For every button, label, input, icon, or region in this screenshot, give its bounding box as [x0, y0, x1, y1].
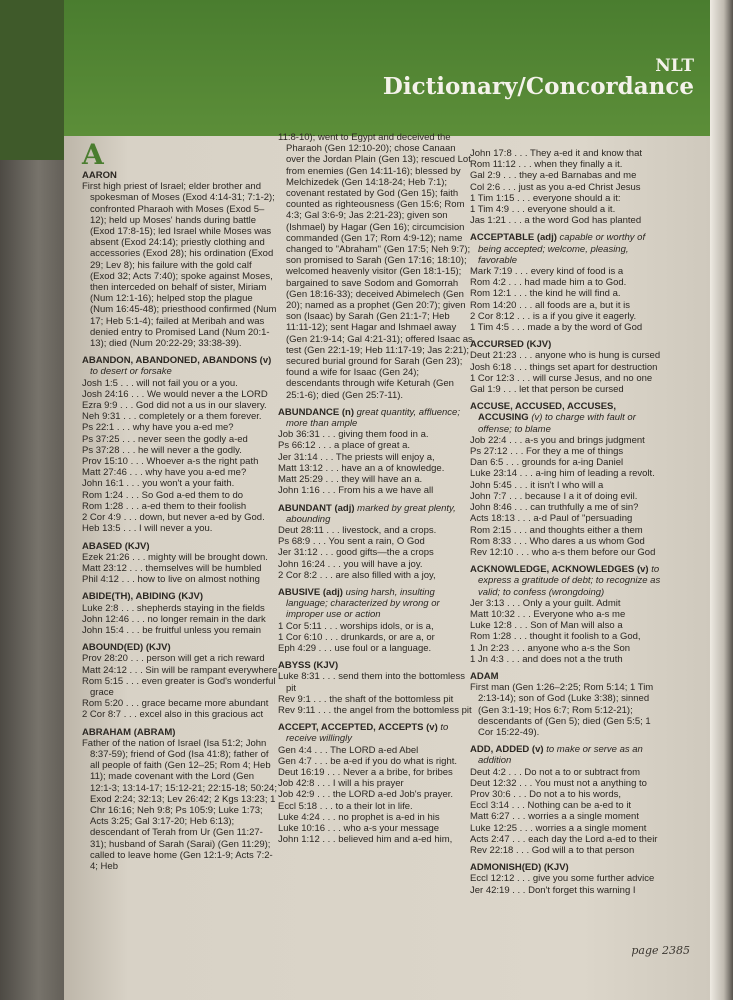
dictionary-entry [278, 722, 474, 845]
entry-heading-line [278, 722, 474, 744]
reference-line: 1 Jn 2:23 . . . anyone who a-s the Son [470, 642, 631, 654]
reference-line: John 1:16 . . . From his a we have all [278, 485, 434, 497]
reference-line: Rev 9:11 . . . the angel from the bottomless pit [278, 704, 472, 716]
reference-line: Luke 2:8 . . . shepherds staying in the fields [82, 602, 265, 614]
reference-line: 1 Cor 12:3 . . . will curse Jesus, and no one [470, 372, 653, 384]
reference-line: Rom 4:2 . . . had made him a to God. [470, 277, 627, 289]
reference-line: John 1:12 . . . believed him and a-ed him, [278, 834, 453, 846]
reference-line: John 16:24 . . . you will have a joy. [278, 558, 423, 570]
dictionary-page [64, 0, 710, 1000]
reference-line: Jer 31:12 . . . good gifts—the a crops [278, 547, 434, 559]
page-title [383, 58, 694, 98]
reference-line: John 16:1 . . . you won't a your faith. [82, 478, 235, 490]
entry-heading-line [470, 232, 666, 266]
reference-line: Neh 9:31 . . . completely or a them forever. [82, 411, 262, 423]
reference-line: Luke 10:16 . . . who a-s your message [278, 822, 440, 834]
entry-heading-line [278, 503, 474, 525]
reference-line: Luke 12:25 . . . worries a a single moment [470, 822, 647, 834]
reference-line: John 8:46 . . . can truthfully a me of sin? [470, 502, 639, 514]
reference-line: Ps 68:9 . . . You sent a rain, O God [278, 536, 425, 548]
reference-line: John 5:45 . . . it isn't I who will a [470, 479, 604, 491]
reference-line: Rom 8:33 . . . Who dares a us whom God [470, 535, 645, 547]
dictionary-entry [278, 407, 474, 497]
reference-line: Josh 6:18 . . . things set apart for destruction [470, 361, 658, 373]
headword: ABASED (KJV) [82, 540, 150, 552]
reference-line: First man (Gen 1:26–2:25; Rom 5:14; 1 Tim 2:13-14); son of God (Luke 3:38); sinned (Gen 3:1-19; Hos 6:7; Rom 5:12-21); descendants of (Gen 5); died (Gen 5:5; 1 Cor 15:22-49). [470, 682, 654, 738]
headword: ADMONISH(ED) (KJV) [470, 862, 569, 874]
reference-line: Acts 18:13 . . . a-d Paul of "persuading [470, 513, 633, 525]
headword: ABRAHAM (ABRAM) [82, 726, 176, 738]
definition: great quantity, affluence; more than ample [286, 406, 460, 430]
reference-line: Matt 23:12 . . . themselves will be humbled [82, 562, 262, 574]
reference-line: Ezek 21:26 . . . mighty will be brought down. [82, 551, 268, 563]
entry-heading-line [470, 564, 666, 598]
reference-line: Eccl 5:18 . . . to a their lot in life. [278, 800, 413, 812]
dictionary-entry [470, 339, 666, 395]
reference-line: John 7:7 . . . because I a it of doing evil. [470, 490, 638, 502]
entry-heading-line [470, 744, 666, 766]
reference-line: Prov 15:10 . . . Whoever a-s the right path [82, 456, 259, 468]
left-page-edge [0, 0, 70, 1000]
page-number: page 2385 [631, 944, 690, 957]
definition: to desert or forsake [90, 366, 172, 378]
reference-line: Matt 25:29 . . . they will have an a. [278, 474, 423, 486]
dictionary-entry [470, 862, 666, 896]
dictionary-entry [82, 170, 278, 349]
reference-line: 1 Cor 6:10 . . . drunkards, or are a, or [278, 631, 435, 643]
reference-line: Matt 13:12 . . . have an a of knowledge. [278, 462, 445, 474]
entry-heading-line [82, 727, 278, 738]
reference-line: Rom 2:15 . . . and thoughts either a them [470, 524, 643, 536]
reference-line: Job 36:31 . . . giving them food in a. [278, 429, 429, 441]
reference-line: Rom 11:12 . . . when they finally a it. [470, 159, 623, 171]
reference-line: Rom 14:20 . . . all foods are a, but it is [470, 299, 630, 311]
headword: ABYSS (KJV) [278, 660, 339, 672]
dictionary-entry [470, 744, 666, 856]
reference-line: Ps 37:28 . . . he will never a the godly. [82, 444, 242, 456]
definition: to express a gratitude of debt; to recognize as valid; to confess (wrongdoing) [478, 564, 661, 598]
dictionary-entry [82, 541, 278, 586]
reference-line: Matt 24:12 . . . Sin will be rampant everywhere [82, 664, 278, 676]
dictionary-entry [470, 401, 666, 558]
headword: ACCURSED (KJV) [470, 339, 552, 351]
reference-line: Rom 1:28 . . . a-ed them to their foolish [82, 500, 247, 512]
reference-line: Rom 1:28 . . . thought it foolish to a God, [470, 631, 641, 643]
reference-line: John 17:8 . . . They a-ed it and know that [470, 148, 642, 159]
reference-line: 1 Tim 1:15 . . . everyone should a it: [470, 192, 621, 204]
entry-heading-line [82, 642, 278, 653]
reference-line: Matt 10:32 . . . Everyone who a-s me [470, 608, 626, 620]
reference-line: 1 Jn 4:3 . . . and does not a the truth [470, 653, 623, 665]
dictionary-entry [82, 355, 278, 534]
reference-line: Gen 4:7 . . . be a-ed if you do what is right. [278, 755, 458, 767]
header-band [64, 0, 710, 136]
reference-line: Jer 3:13 . . . Only a your guilt. Admit [470, 597, 621, 609]
dictionary-entry [278, 587, 474, 654]
definition: capable or worthy of being accepted; welcome, pleasing, favorable [478, 232, 646, 266]
column-1 [82, 140, 278, 878]
dictionary-entry [278, 132, 474, 401]
reference-line: Rev 12:10 . . . who a-s them before our God [470, 546, 656, 558]
reference-line: 1 Cor 5:11 . . . worships idols, or is a, [278, 620, 434, 632]
reference-line: Deut 12:32 . . . You must not a anything to [470, 777, 647, 789]
reference-line: Jer 31:14 . . . The priests will enjoy a, [278, 451, 435, 463]
reference-line: Ps 22:1 . . . why have you a-ed me? [82, 422, 234, 434]
dictionary-entry [470, 232, 666, 333]
reference-line: Rev 22:18 . . . God will a to that person [470, 844, 635, 856]
headword: ABANDON, ABANDONED, ABANDONS (v) [82, 355, 272, 367]
reference-line: Rom 12:1 . . . the kind he will find a. [470, 288, 621, 300]
reference-line: 2 Cor 8:2 . . . are also filled with a joy, [278, 569, 436, 581]
reference-line: 11:8-10); went to Egypt and deceived the Pharaoh (Gen 12:10-20); chose Canaan over the Jordan Plain (Gen 13); rescued Lot from enemies (Gen 14:11-16); blessed by Melchizedek (Gen 14:18-24; Heb 7:1); covenant restated by God (Gen 15); faith counted as righteousness (Gen 15:6; Rom 4:3; Gal 3:6-9; Jas 2:21-23); given son (Ishmael) by Hagar (Gen 16); circumcision commanded (Gen 17; Rom 4:9-12); name changed to "Abraham" (Gen 17:5; Neh 9:7); son promised to Sarah (Gen 17:16; 18:10); welcomed heavenly visitor (Gen 18:1-15); bargained to save Sodom and Gomorrah (Gen 18:16-33); deceived Abimelech (Gen 20); named as a prophet (Gen 20:7); given son (Isaac) by Sarah (Gen 21:1-7; Heb 11:11-12); sent Hagar and Ishmael away (Gen 21:9-14; Gal 4:21-31); offered Isaac as test (Gen 22:1-19; Heb 11:17-19; Jas 2:21); secured burial ground for Sarah (Gen 23); found a wife for Isaac (Gen 24); descendants through wife Keturah (Gen 25:1-6); died (Gen 25:7-11). [278, 132, 473, 401]
reference-line: Josh 24:16 . . . We would never a the LORD [82, 388, 268, 400]
reference-line: Gal 1:9 . . . let that person be cursed [470, 384, 624, 396]
headword: AARON [82, 170, 117, 181]
reference-line: 1 Tim 4:9 . . . everyone should a it. [470, 204, 616, 216]
title-line-2: Dictionary/Concordance [382, 73, 694, 100]
headword: ACCUSE, ACCUSED, ACCUSES, ACCUSING [470, 401, 617, 424]
dictionary-entry [470, 564, 666, 665]
headword: ABOUND(ED) (KJV) [82, 642, 171, 654]
entry-heading-line [82, 355, 278, 377]
entry-heading-line [82, 541, 278, 552]
reference-line: Ps 37:25 . . . never seen the godly a-ed [82, 433, 248, 445]
dictionary-entry [82, 591, 278, 636]
reference-line: Mark 7:19 . . . every kind of food is a [470, 266, 624, 278]
reference-line: Rev 9:1 . . . the shaft of the bottomless pit [278, 693, 454, 705]
reference-line: Ps 27:12 . . . For they a me of things [470, 446, 624, 458]
entry-heading-line [82, 591, 278, 602]
reference-line: Job 22:4 . . . a-s you and brings judgment [470, 434, 645, 446]
reference-line: Gen 4:4 . . . The LORD a-ed Abel [278, 744, 419, 756]
reference-line: Jas 1:21 . . . a the word God has planted [470, 215, 642, 227]
reference-line: Luke 12:8 . . . Son of Man will also a [470, 620, 623, 632]
reference-line: Deut 16:19 . . . Never a a bribe, for bribes [278, 766, 453, 778]
reference-line: First high priest of Israel; elder brother and spokesman of Moses (Exod 4:14-31; 7:1-2); confronted Pharaoh with Moses (Exod 5–12); held up Moses' hands during battle (Exod 17:8-15); led Israel while Moses was absent (Exod 24:14); priestly clothing and accessories (Exod 28); his ordination (Exod 29; Lev 8); his failure with the gold calf (Exod 32; Acts 7:40); spoke against Moses, then interceded on behalf of sister, Miriam (Num 12:1-16); helped stop the plague (Num 16:45-48); priesthood confirmed (Num 17; Heb 5:1-4); failed at Meribah and was denied entry to Promised Land (Num 20:1-13); died (Num 20:22-29; 33:38-39). [82, 181, 277, 350]
dictionary-entry [278, 503, 474, 581]
reference-line: Luke 23:14 . . . a-ing him of leading a revolt. [470, 468, 655, 480]
reference-line: Ps 66:12 . . . a place of great a. [278, 440, 411, 452]
headword: ADD, ADDED (v) [470, 744, 544, 756]
reference-line: Job 42:9 . . . the LORD a-ed Job's prayer. [278, 789, 454, 801]
dictionary-entry [470, 671, 666, 738]
reference-line: Deut 4:2 . . . Do not a to or subtract from [470, 766, 641, 778]
dictionary-entry [470, 148, 666, 226]
reference-line: Eccl 3:14 . . . Nothing can be a-ed to it [470, 800, 632, 812]
column-2 [278, 132, 474, 851]
headword: ABIDE(TH), ABIDING (KJV) [82, 591, 204, 603]
dictionary-entry [82, 642, 278, 720]
reference-line: Prov 30:6 . . . Do not a to his words, [470, 788, 622, 800]
reference-line: Eccl 12:12 . . . give you some further advice [470, 873, 655, 885]
reference-line: Matt 27:46 . . . why have you a-ed me? [82, 467, 247, 479]
reference-line: Deut 28:11 . . . livestock, and a crops. [278, 524, 437, 536]
reference-line: Rom 1:24 . . . So God a-ed them to do [82, 489, 244, 501]
dictionary-entry [278, 660, 474, 716]
title-line-1: NLT [655, 56, 694, 76]
reference-line: Dan 6:5 . . . grounds for a-ing Daniel [470, 457, 624, 469]
reference-line: 2 Cor 4:9 . . . down, but never a-ed by God. [82, 512, 265, 524]
entry-heading-line [470, 862, 666, 873]
reference-line: Rom 5:20 . . . grace became more abundant [82, 698, 269, 710]
reference-line: Father of the nation of Israel (Isa 51:2; John 8:37-59); friend of God (Isa 41:8); father of all people of faith (Gen 12–25; Rom 4; Heb 11); made covenant with the Lord (Gen 12:1-3; 13:14-17; 15:12-21; 22:15-18; 50:24; Exod 2:24; 32:13; Lev 26:42; 2 Kgs 13:23; 1 Chr 16:16; Neh 9:8; Ps 105:9; Luke 1:73; Acts 3:25; Gal 3:17-20; Heb 6:13); descendant of Terah from Ur (Gen 11:27-31); husband of Sarah (Sarai) (Gen 11:29); called to leave home (Gen 12:1-9; Acts 7:2-4; Heb [82, 737, 277, 872]
reference-line: Josh 1:5 . . . will not fail you or a you. [82, 377, 238, 389]
entry-heading-line [470, 671, 666, 682]
left-page-header-band [0, 0, 70, 160]
reference-line: Eph 4:29 . . . use foul or a language. [278, 642, 432, 654]
reference-line: Matt 6:27 . . . worries a a single moment [470, 811, 639, 823]
reference-line: 2 Cor 8:7 . . . excel also in this gracious act [82, 709, 264, 721]
reference-line: Ezra 9:9 . . . God did not a us in our slavery. [82, 400, 267, 412]
definition: (v) to charge with fault or offense; to blame [478, 412, 636, 435]
headword: ABUNDANCE (n) [278, 406, 354, 418]
reference-line: Heb 13:5 . . . I will never a you. [82, 523, 213, 535]
entry-heading-line [470, 339, 666, 350]
page-edge [710, 0, 733, 1000]
entry-heading-line [470, 401, 666, 435]
definition: using harsh, insulting language; characterized by wrong or improper use or action [286, 586, 440, 621]
definition: to receive willingly [286, 722, 449, 745]
reference-line: John 15:4 . . . be fruitful unless you remain [82, 624, 262, 636]
headword: ACCEPTABLE (adj) [470, 232, 557, 244]
reference-line: Luke 8:31 . . . send them into the bottomless pit [278, 671, 465, 694]
reference-line: Gal 2:9 . . . they a-ed Barnabas and me [470, 170, 637, 182]
definition: marked by great plenty, abounding [286, 502, 456, 525]
headword: ACKNOWLEDGE, ACKNOWLEDGES (v) [470, 564, 649, 576]
headword: ABUSIVE (adj) [278, 586, 343, 598]
reference-line: 2 Cor 8:12 . . . is a if you give it eagerly. [470, 310, 637, 322]
reference-line: Acts 2:47 . . . each day the Lord a-ed to their [470, 833, 658, 845]
reference-line: Phil 4:12 . . . how to live on almost nothing [82, 574, 260, 586]
reference-line: Rom 5:15 . . . even greater is God's wonderful grace [82, 675, 276, 698]
reference-line: Luke 4:24 . . . no prophet is a-ed in his [278, 811, 440, 823]
entry-heading-line [82, 170, 278, 181]
dictionary-entry [82, 727, 278, 873]
headword: ACCEPT, ACCEPTED, ACCEPTS (v) [278, 722, 438, 734]
headword: ABUNDANT (adj) [278, 502, 355, 514]
reference-line: Jer 42:19 . . . Don't forget this warning I [470, 884, 636, 896]
reference-line: Col 2:6 . . . just as you a-ed Christ Jesus [470, 181, 641, 193]
reference-line: John 12:46 . . . no longer remain in the dark [82, 613, 266, 625]
column-3 [470, 148, 666, 902]
entry-heading-line [278, 660, 474, 671]
headword: ADAM [470, 670, 499, 682]
section-letter: A [82, 138, 104, 171]
reference-line: Prov 28:20 . . . person will get a rich reward [82, 653, 265, 665]
reference-line: Deut 21:23 . . . anyone who is hung is cursed [470, 350, 661, 362]
entry-heading-line [278, 587, 474, 621]
reference-line: 1 Tim 4:5 . . . made a by the word of God [470, 322, 643, 334]
entry-heading-line [278, 407, 474, 429]
definition: to make or serve as an addition [478, 744, 643, 767]
reference-line: Job 42:8 . . . I will a his prayer [278, 778, 404, 790]
